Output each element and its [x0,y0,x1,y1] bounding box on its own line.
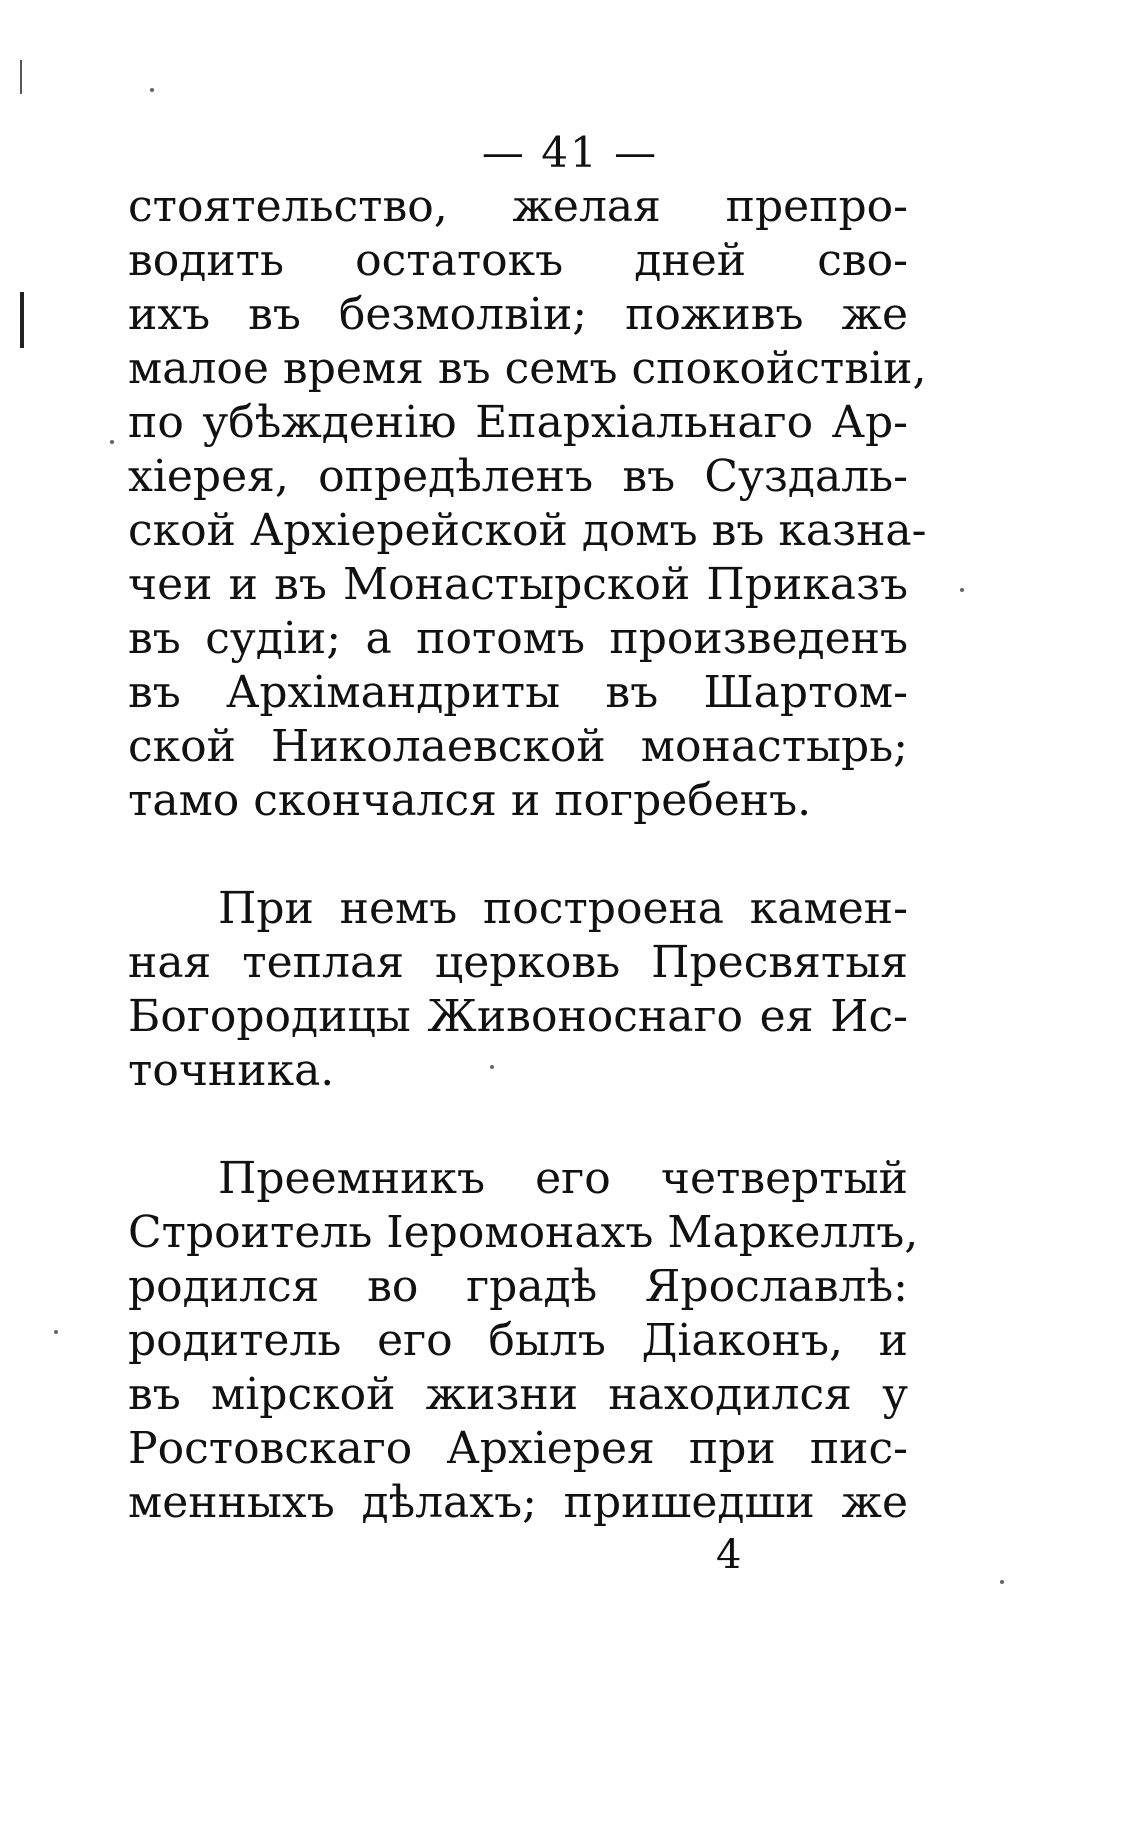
scan-speck [490,1065,494,1069]
text-line: по убѣжденію Епархіальнаго Ар- [128,397,908,448]
text-line: Строитель Іеромонахъ Маркеллъ, [128,1207,919,1258]
scan-speck [1000,1580,1004,1584]
text-line: чеи и въ Монастырской Приказъ [128,559,908,610]
text-line: точника. [128,1045,335,1096]
text-line: стоятельство, желая препро- [128,181,908,232]
page-number-header: — 41 — [481,128,659,177]
text-line: тамо скончался и погребенъ. [128,775,812,826]
text-line: малое время въ семъ спокойствіи, [128,343,927,394]
signature-mark: 4 [716,1532,742,1578]
text-line: ской Архіерейской домъ въ казна- [128,505,927,556]
text-line: въ мірской жизни находился у [128,1369,908,1420]
text-line: ской Николаевской монастырь; [128,721,908,772]
text-line: въ Архімандриты въ Шартом- [128,667,908,718]
text-line: въ судіи; а потомъ произведенъ [128,613,908,664]
text-line: водить остатокъ дней сво- [128,235,908,286]
scan-edge-mark [20,292,24,348]
text-line: ихъ въ безмолвіи; поживъ же [128,289,908,340]
text-line: родитель его былъ Діаконъ, и [128,1315,908,1366]
text-line: Ростовскаго Архіерея при пис- [128,1423,908,1474]
text-line: ная теплая церковь Пресвятыя [128,937,908,988]
scan-speck [150,88,154,92]
text-line: менныхъ дѣлахъ; пришедши же [128,1477,908,1528]
text-line: При немъ построена камен- [218,883,908,934]
scan-edge-mark [20,60,22,94]
scan-speck [960,588,964,592]
text-line: хіерея, опредѣленъ въ Суздаль- [128,451,908,502]
scan-speck [110,440,114,444]
scan-speck [54,1330,58,1334]
text-line: родился во градѣ Ярославлѣ: [128,1261,908,1312]
text-line: Преемникъ его четвертый [218,1153,908,1204]
text-line: Богородицы Живоноснаго ея Ис- [128,991,908,1042]
